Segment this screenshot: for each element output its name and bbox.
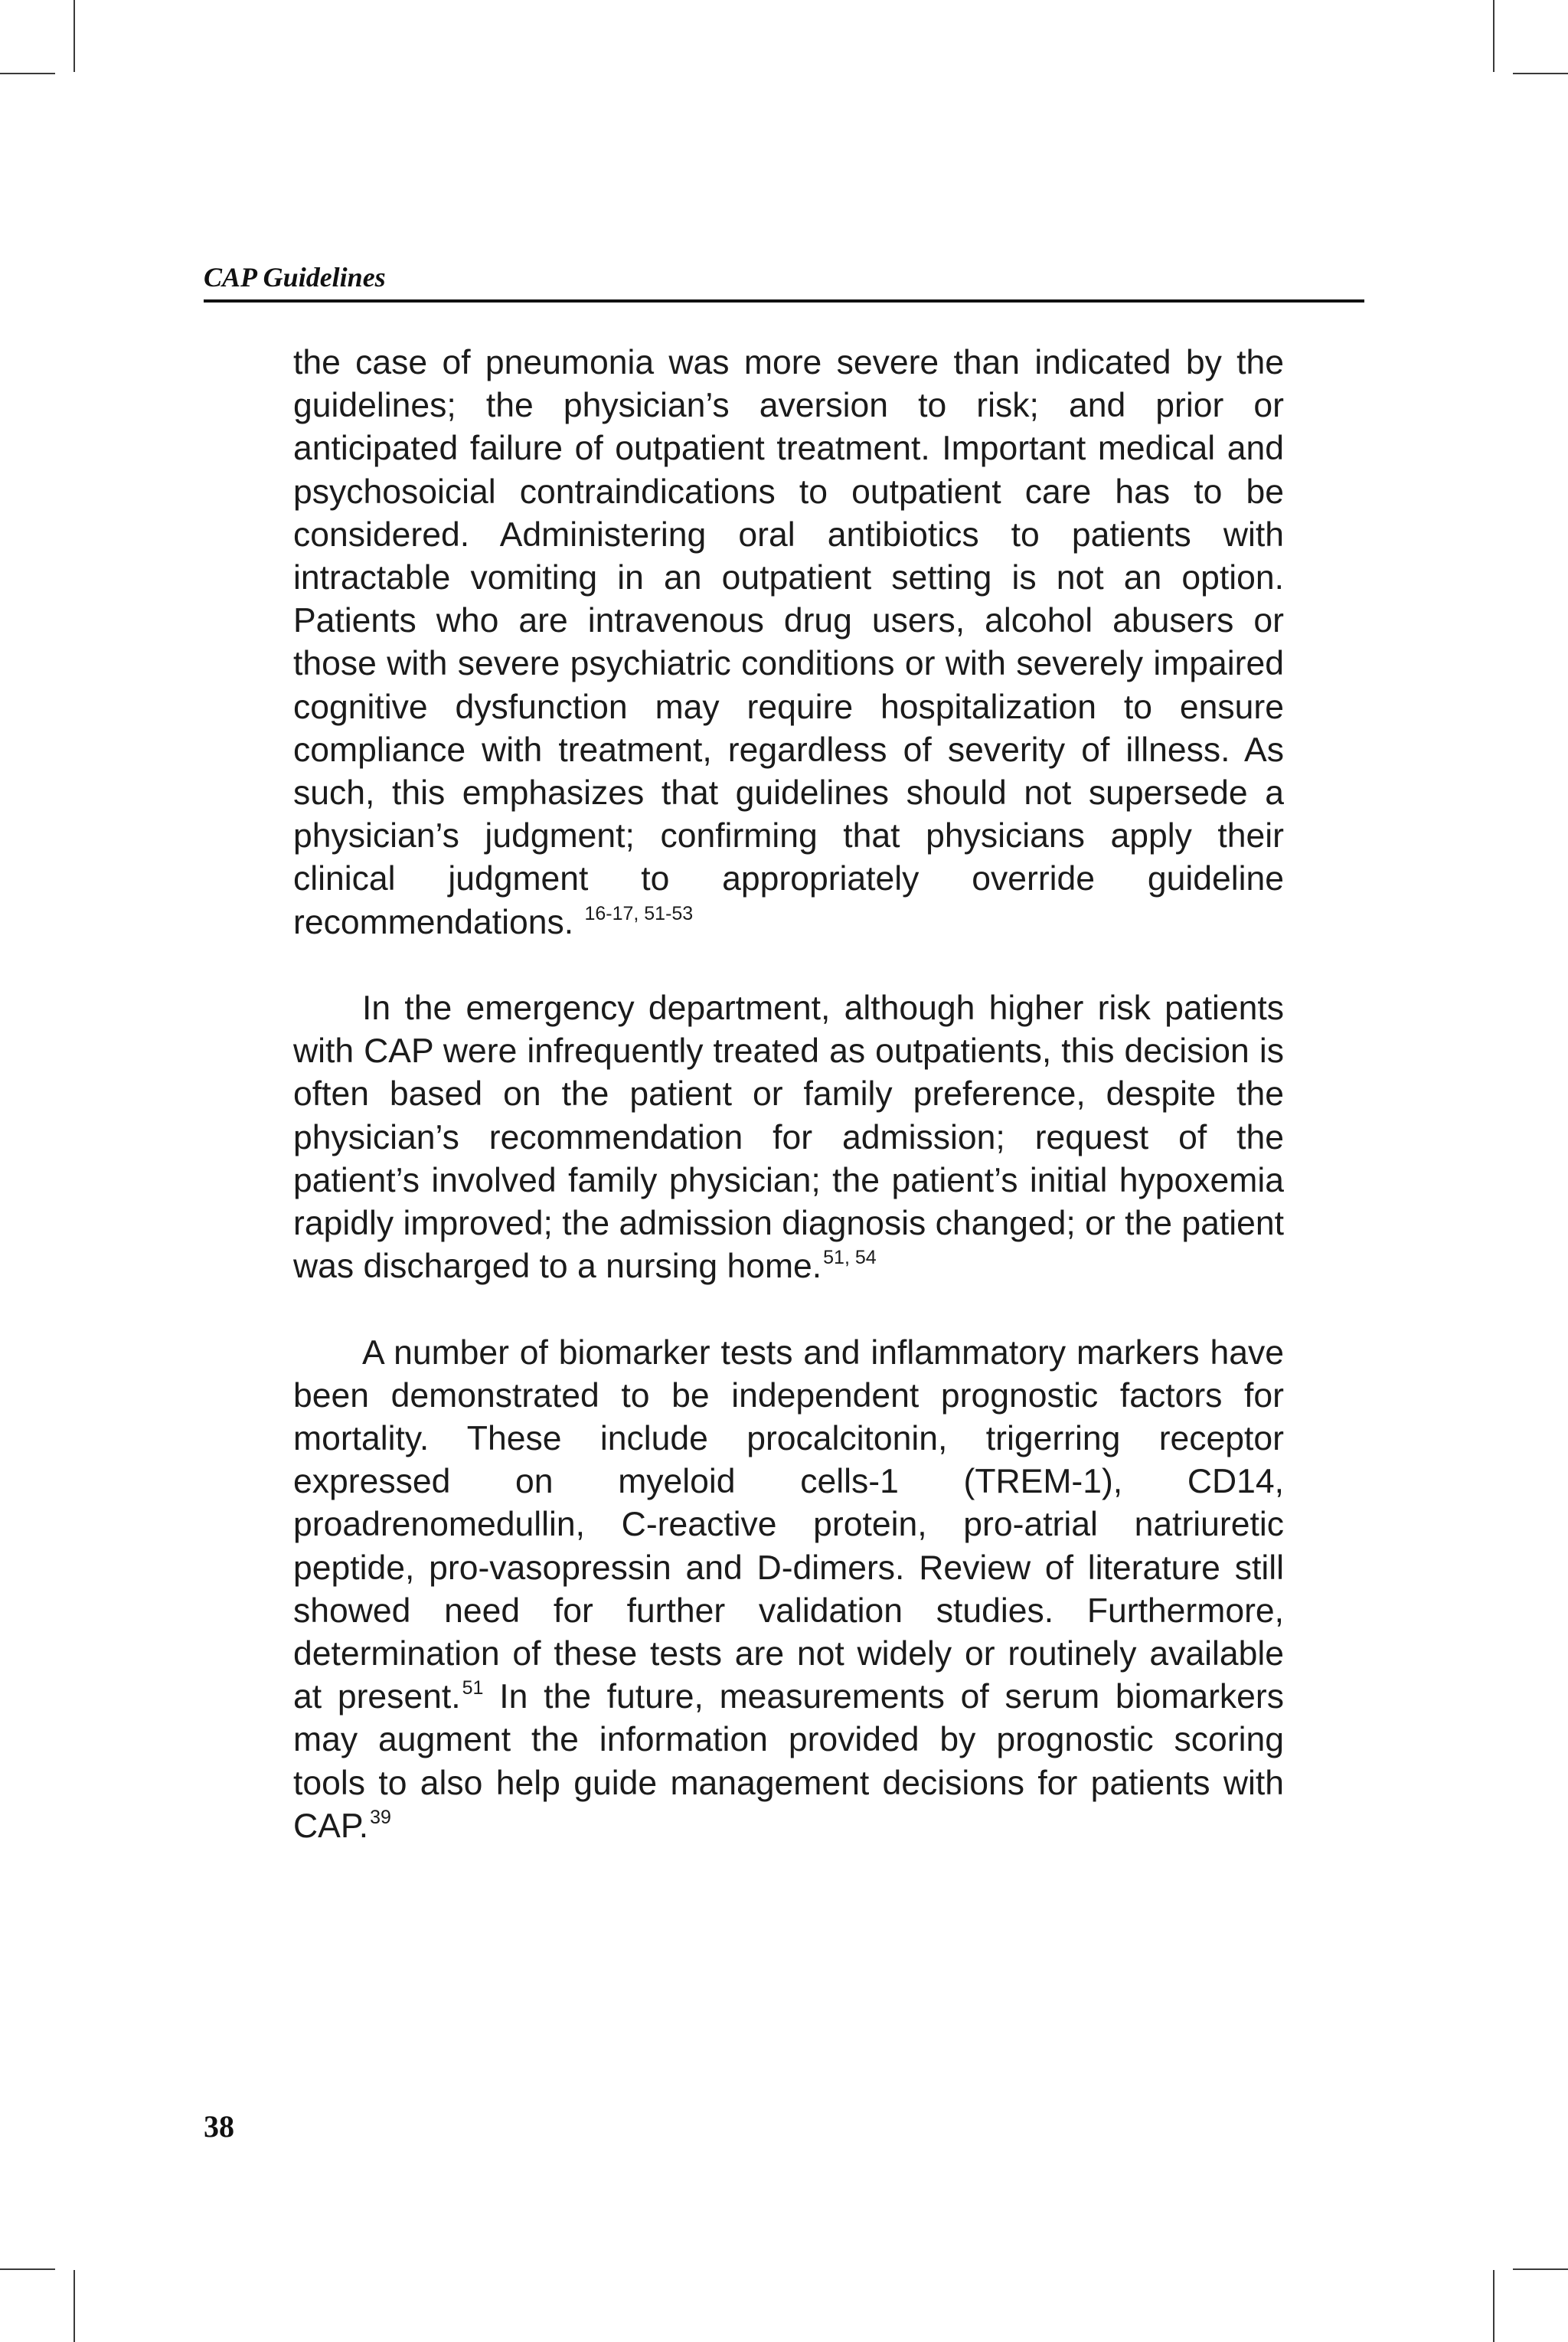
crop-mark-top-left-horizontal	[0, 73, 55, 74]
paragraph-2-text: In the emergency department, although higher risk patients with CAP were infrequently treated as outpatients, this decision is often based on the patient or family preference, despite the physician’s recommendation for admission; request of the patient’s involved family physician; the patient’s initial hypoxemia rapidly improved; the admission diagnosis changed; or the patient was discharged to a nursing home.	[293, 989, 1284, 1286]
header-rule	[204, 299, 1364, 303]
running-header-title: CAP Guidelines	[204, 262, 386, 293]
page-number: 38	[204, 2109, 234, 2144]
citation-superscript: 51	[462, 1677, 484, 1699]
paragraph-3-text-before: A number of biomarker tests and inflammatory markers have been demonstrated to be independent prognostic factors for mortality. These include procalcitonin, trigerring receptor expressed on myeloid cells-1 (TREM-1), CD14, proadrenomedullin, C-reactive protein, pro-atrial natriuretic peptide, pro-vasopressin and D-dimers. Review of literature still showed need for further validation studies. Furthermore, determination of these tests are not widely or routinely available at present.	[293, 1333, 1284, 1716]
body-text	[293, 342, 1284, 1848]
crop-mark-top-left-vertical	[74, 0, 75, 72]
crop-mark-bottom-left-horizontal	[0, 2268, 55, 2270]
crop-mark-top-right-horizontal	[1513, 73, 1568, 74]
citation-superscript: 51, 54	[823, 1247, 877, 1269]
paragraph-3	[293, 1332, 1284, 1848]
paragraph-3-text-after: In the future, measurements of serum biomarkers may augment the information provided by prognostic scoring tools to also help guide management decisions for patients with CAP.	[293, 1678, 1284, 1845]
citation-superscript: 39	[370, 1806, 391, 1828]
crop-mark-bottom-right-horizontal	[1513, 2268, 1568, 2270]
crop-mark-bottom-right-vertical	[1493, 2270, 1494, 2342]
citation-superscript: 16-17, 51-53	[584, 902, 694, 924]
crop-mark-top-right-vertical	[1493, 0, 1494, 72]
crop-mark-bottom-left-vertical	[74, 2270, 75, 2342]
paragraph-1-text: the case of pneumonia was more severe than indicated by the guidelines; the physician’s aversion to risk; and prior or anticipated failure of outpatient treatment. Important medical and psychosoicial contraindications to outpatient care has to be considered. Administering oral antibiotics to patients with intractable vomiting in an outpatient setting is not an option. Patients who are intravenous drug users, alcohol abusers or those with severe psychiatric conditions or with severely impaired cognitive dysfunction may require hospitalization to ensure compliance with treatment, regardless of severity of illness. As such, this emphasizes that guidelines should not supersede a physician’s judgment; confirming that physicians apply their clinical judgment to appropriately override guideline recommendations.	[293, 344, 1284, 941]
paragraph-1	[293, 342, 1284, 944]
paragraph-2	[293, 987, 1284, 1288]
